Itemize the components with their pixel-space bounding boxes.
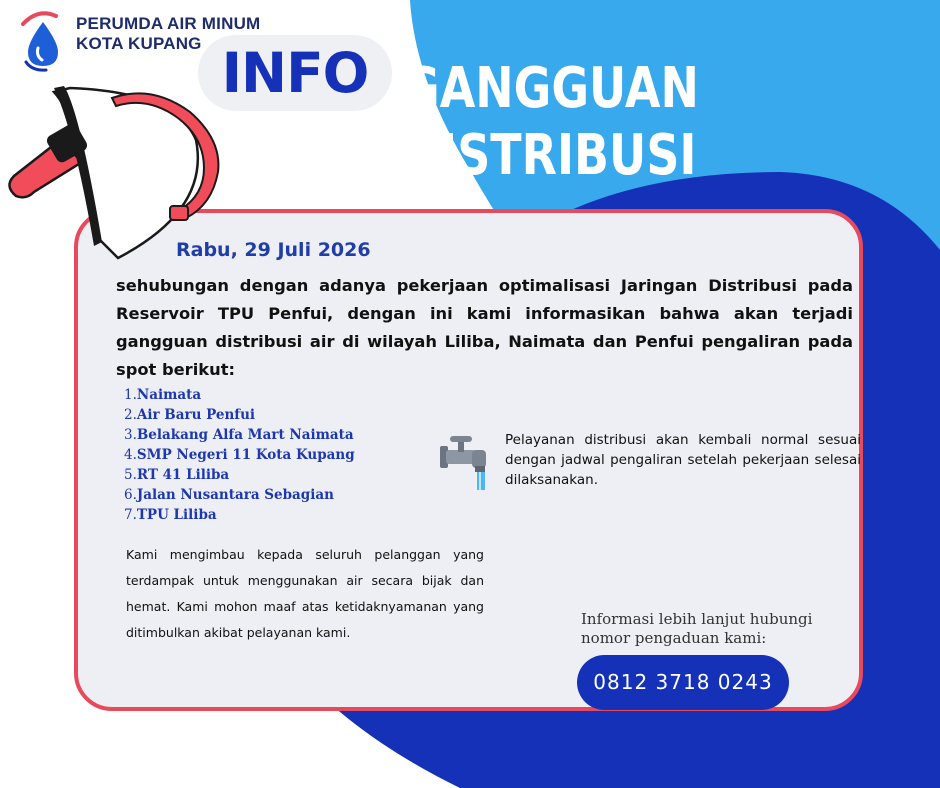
list-number: 3.: [124, 427, 137, 443]
list-item: [124, 485, 355, 505]
list-item: [124, 445, 355, 465]
list-item: [124, 505, 355, 525]
list-item: [124, 465, 355, 485]
affected-spots-list: [124, 385, 355, 525]
org-line-2: KOTA KUPANG: [76, 34, 202, 53]
list-number: 2.: [124, 407, 137, 423]
water-tap-icon: [438, 432, 494, 492]
notice-paragraph: sehubungan dengan adanya pekerjaan optimalisasi Jaringan Distribusi pada Reservoir TPU Penfui, dengan ini kami informasikan bahwa akan terjadi gangguan distribusi air di wilayah Liliba, Naimata dan Penfui pengaliran pada spot berikut:: [116, 276, 853, 379]
notice-date: Rabu, 29 Juli 2026: [176, 239, 371, 261]
list-number: 6.: [124, 487, 137, 503]
water-drop-logo-icon: [18, 10, 68, 72]
title-line-1: GANGGUAN: [402, 56, 699, 121]
org-line-1: PERUMDA AIR MINUM: [76, 14, 261, 33]
list-number: 1.: [124, 387, 137, 403]
list-item: [124, 405, 355, 425]
list-number: 5.: [124, 467, 137, 483]
list-item: [124, 425, 355, 445]
spot-name: RT 41 Liliba: [136, 467, 230, 483]
spot-name: Naimata: [136, 387, 202, 403]
list-number: 4.: [124, 447, 137, 463]
spot-name: SMP Negeri 11 Kota Kupang: [136, 447, 355, 463]
spot-name: Air Baru Penfui: [136, 407, 256, 423]
title-line-2: DISTRIBUSI: [402, 123, 697, 188]
phone-number-button[interactable]: 0812 3718 0243: [577, 655, 789, 710]
list-number: 7.: [124, 507, 137, 523]
spot-name: Belakang Alfa Mart Naimata: [136, 427, 354, 443]
service-note: Pelayanan distribusi akan kembali normal sesuai dengan jadwal pengaliran setelah pekerjaan selesai dilaksanakan.: [505, 432, 861, 488]
spot-name: Jalan Nusantara Sebagian: [136, 487, 334, 503]
spot-name: TPU Liliba: [136, 507, 217, 523]
contact-text: Informasi lebih lanjut hubungi nomor pengaduan kami:: [581, 610, 813, 647]
list-item: [124, 385, 355, 405]
appeal-text: Kami mengimbau kepada seluruh pelanggan yang terdampak untuk menggunakan air secara bijak dan hemat. Kami mohon maaf atas ketidaknyamanan yang ditimbulkan akibat pelayanan kami.: [126, 547, 484, 640]
info-badge-label: INFO: [221, 41, 369, 105]
